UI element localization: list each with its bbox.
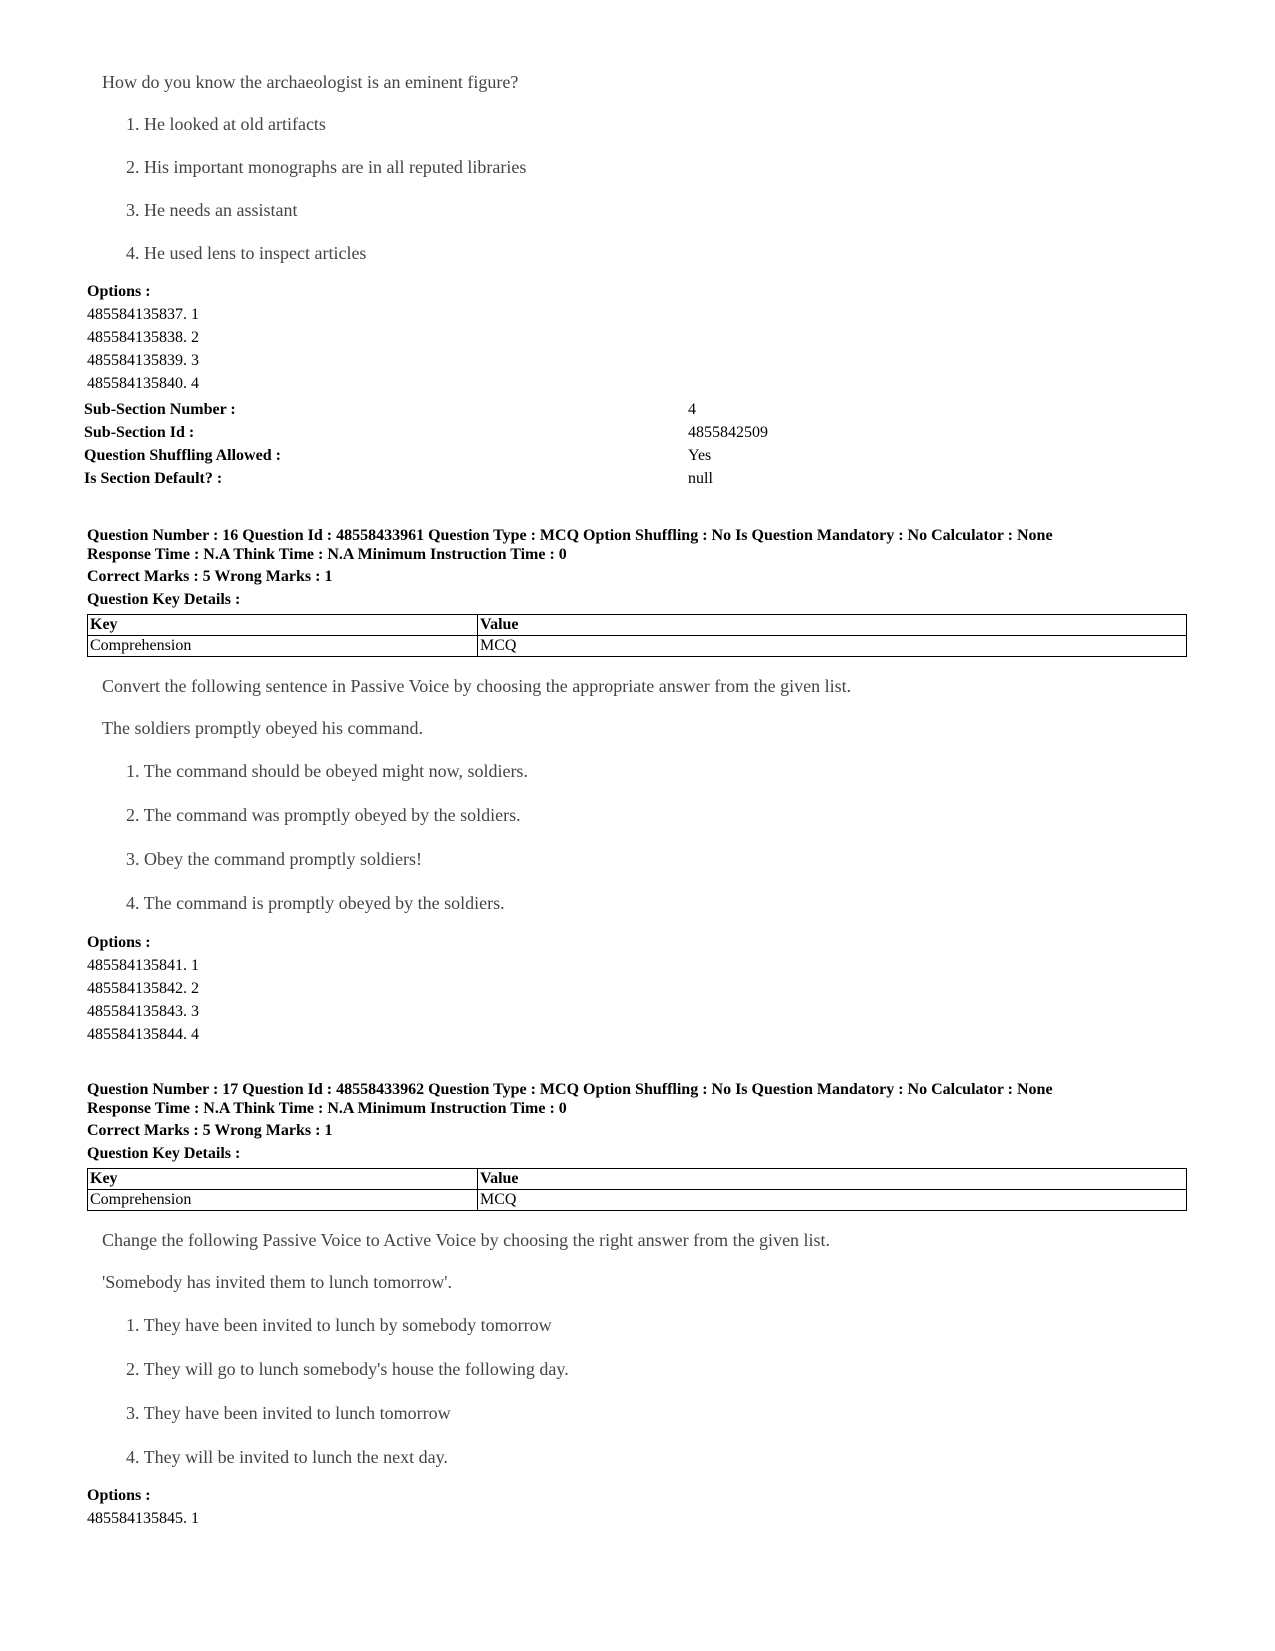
q17-meta-line2: Response Time : N.A Think Time : N.A Minimum Instruction Time : 0: [87, 1100, 567, 1117]
q17-key-details-label: Question Key Details :: [87, 1145, 241, 1162]
q16-value-header: Value: [478, 615, 1187, 636]
q15-choice-3: 3. He needs an assistant: [126, 200, 298, 220]
q16-option-1: 485584135841. 1: [87, 957, 199, 974]
q17-choice-1: 1. They have been invited to lunch by somebody tomorrow: [126, 1315, 552, 1335]
q15-choice-4: 4. He used lens to inspect articles: [126, 243, 367, 263]
q16-option-4: 485584135844. 4: [87, 1026, 199, 1043]
q17-key-table: [87, 1168, 1187, 1211]
q15-option-2: 485584135838. 2: [87, 329, 199, 346]
q17-option-1: 485584135845. 1: [87, 1510, 199, 1527]
q15-choice-2: 2. His important monographs are in all reputed libraries: [126, 157, 527, 177]
q16-key-header: Key: [88, 615, 478, 636]
table-row: [88, 636, 1187, 657]
q16-option-2: 485584135842. 2: [87, 980, 199, 997]
q17-choice-4: 4. They will be invited to lunch the next day.: [126, 1447, 448, 1467]
q16-key-cell: Comprehension: [88, 636, 478, 657]
q16-key-details-label: Question Key Details :: [87, 591, 241, 608]
q16-choice-4: 4. The command is promptly obeyed by the soldiers.: [126, 893, 505, 913]
q16-choice-3: 3. Obey the command promptly soldiers!: [126, 849, 422, 869]
subsection-id-label: Sub-Section Id :: [84, 424, 195, 441]
q17-choice-3: 3. They have been invited to lunch tomorrow: [126, 1403, 451, 1423]
q17-key-header: Key: [88, 1169, 478, 1190]
q16-instruction: Convert the following sentence in Passive Voice by choosing the appropriate answer from the given list.: [102, 676, 852, 696]
subsection-number-label: Sub-Section Number :: [84, 401, 236, 418]
q17-sentence: 'Somebody has invited them to lunch tomorrow'.: [102, 1272, 452, 1292]
q15-options-label: Options :: [87, 283, 151, 300]
subsection-id-value: 4855842509: [688, 424, 768, 441]
question-shuffling-label: Question Shuffling Allowed :: [84, 447, 281, 464]
q16-choice-2: 2. The command was promptly obeyed by the soldiers.: [126, 805, 521, 825]
q16-marks: Correct Marks : 5 Wrong Marks : 1: [87, 568, 333, 585]
q16-options-label: Options :: [87, 934, 151, 951]
table-row: [88, 615, 1187, 636]
q15-option-4: 485584135840. 4: [87, 375, 199, 392]
section-default-label: Is Section Default? :: [84, 470, 223, 487]
q17-choice-2: 2. They will go to lunch somebody's house the following day.: [126, 1359, 569, 1379]
q16-key-table: [87, 614, 1187, 657]
q17-options-label: Options :: [87, 1487, 151, 1504]
q16-meta-line1: Question Number : 16 Question Id : 48558433961 Question Type : MCQ Option Shuffling : No Is Question Mandatory : No Calculator : None: [87, 527, 1053, 544]
q17-instruction: Change the following Passive Voice to Active Voice by choosing the right answer from the given list.: [102, 1230, 831, 1250]
q15-option-3: 485584135839. 3: [87, 352, 199, 369]
q17-key-cell: Comprehension: [88, 1190, 478, 1211]
table-row: [88, 1190, 1187, 1211]
q17-value-header: Value: [478, 1169, 1187, 1190]
q15-option-1: 485584135837. 1: [87, 306, 199, 323]
q16-value-cell: MCQ: [478, 636, 1187, 657]
q16-option-3: 485584135843. 3: [87, 1003, 199, 1020]
q16-choice-1: 1. The command should be obeyed might now, soldiers.: [126, 761, 528, 781]
q17-meta-line1: Question Number : 17 Question Id : 48558433962 Question Type : MCQ Option Shuffling : No Is Question Mandatory : No Calculator : None: [87, 1081, 1053, 1098]
q15-stem: How do you know the archaeologist is an eminent figure?: [102, 72, 519, 92]
question-shuffling-value: Yes: [688, 447, 712, 464]
subsection-number-value: 4: [688, 401, 696, 418]
q16-sentence: The soldiers promptly obeyed his command.: [102, 718, 423, 738]
table-row: [88, 1169, 1187, 1190]
section-default-value: null: [688, 470, 713, 487]
q17-marks: Correct Marks : 5 Wrong Marks : 1: [87, 1122, 333, 1139]
q17-value-cell: MCQ: [478, 1190, 1187, 1211]
q15-choice-1: 1. He looked at old artifacts: [126, 114, 326, 134]
q16-meta-line2: Response Time : N.A Think Time : N.A Minimum Instruction Time : 0: [87, 546, 567, 563]
